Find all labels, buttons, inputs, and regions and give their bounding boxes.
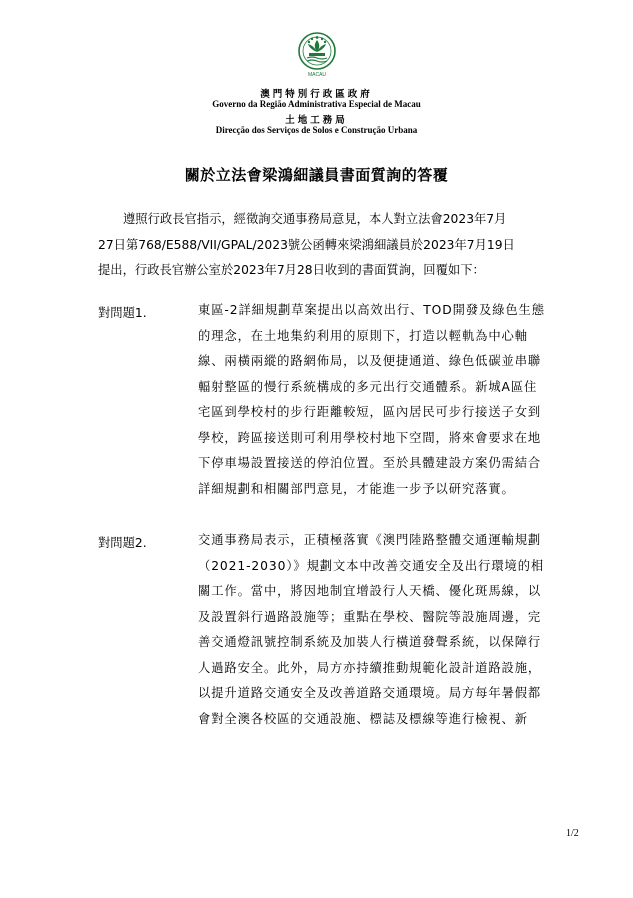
page-number: 1/2 [566,828,579,839]
answer-line: 及設置斜行過路設施等；重點在學校、醫院等設施周邊，完 [198,609,542,624]
answer-line: （2021-2030）》規劃文本中改善交通安全及出行環境的相 [198,558,545,573]
answer-line: 的理念，在土地集約利用的原則下，打造以輕軌為中心軸 [198,328,528,343]
answer-line: 人過路安全。此外，局方亦持續推動規範化設計道路設施， [198,660,542,675]
header-government-zh: 澳門特別行政區政府 [260,90,373,100]
answer-line: 輻射整區的慢行系統構成的多元出行交通體系。新城A區住 [198,379,538,394]
answer-line: 東區-2詳細規劃草案提出以高效出行、TOD開發及綠色生態 [198,303,545,317]
answer-line: 線、兩橫兩縱的路網佈局，以及便捷通道、綠色低碳並串聯 [198,354,542,368]
answer-line: 學校，跨區接送則可利用學校村地下空間，將來會要求在地 [198,430,542,445]
header-department-zh: 土地工務局 [285,116,348,126]
header-government-pt: Governo da Região Administrativa Especial de Macau [212,99,421,109]
answer-line: 善交通燈訊號控制系統及加裝人行橫道發聲系統，以保障行 [198,635,542,649]
question-1-label: 對問題1. [98,306,147,320]
answer-line: 以提升道路交通安全及改善道路交通環境。局方每年暑假都 [198,686,542,700]
header-department-pt: Direcção dos Serviços de Solos e Construção Urbana [215,125,418,135]
answer-2-paragraph [198,528,598,732]
answer-line: 會對全澳各校區的交通設施、標誌及標線等進行檢視、新 [198,711,528,726]
intro-paragraph [98,207,598,284]
intro-line: 遵照行政長官指示，經徵詢交通事務局意見，本人對立法會2023年7月 [123,212,507,226]
question-2-label: 對問題2. [98,536,147,550]
answer-line: 宅區到學校村的步行距離較短，區內居民可步行接送子女到 [198,405,542,419]
intro-line: 提出，行政長官辦公室於2023年7月28日收到的書面質詢，回覆如下： [98,263,485,277]
document-title: 關於立法會梁鴻細議員書面質詢的答覆 [184,166,449,184]
answer-1-paragraph [198,298,598,502]
macau-emblem-icon [295,30,339,78]
answer-line: 詳細規劃和相關部門意見，才能進一步予以研究落實。 [198,481,515,496]
answer-line: 下停車場設置接送的停泊位置。至於具體建設方案仍需結合 [198,456,542,470]
answer-line: 關工作。當中，將因地制宜增設行人天橋、優化斑馬線，以 [198,584,542,598]
svg-text:MACAU: MACAU [307,72,327,78]
answer-line: 交通事務局表示，正積極落實《澳門陸路整體交通運輸規劃 [198,533,542,547]
intro-line: 27日第768/E588/VII/GPAL/2023號公函轉來梁鴻細議員於2023年7月19日 [98,237,515,252]
